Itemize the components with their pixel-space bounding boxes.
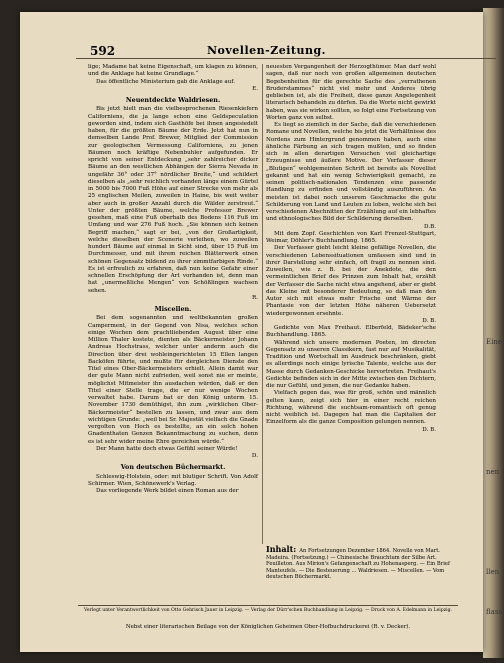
paragraph: Bei dem sogenannten und weltbekannten großen Camperment, in der Gegend von Nisa, welches schon einige Wochen dem prachtliebenden August über eine Million Thaler kostete, dienten als Bäckermeister Johann Andreas Hochstrass, welcher unter anderm auch die Direction über drei wohleingerichteten 15 Ellen langen Backöfen führte, und mußte für dergleichen Dienste den Titel eines Ober-Bäckermeisters erhielt. Allein damit war der gute Mann nicht zufrieden, weil sonst nie er meinte, möglichst Mitmeister ihn ausdachen würden, daß er den Titel einer Stelle trage, die er nur wenige Wochen verwaltet habe. Darum bat er den König unterm 15. November 1730 demüthigst, ihn zum „wirklichen Ober-Bäckermeister“ bestellen zu lassen, und zwar aus dem wichtigen Grunde: „weil bei Sr. Majestät vielfach die Gnade vergolten von Hoch es bestellte, an ein solch hohen Gnadenthaten Genzen Bekanntmachung zu suchen, denn es ist sehr wider meine Ehre gereichen würde.“ <box>88 315 258 445</box>
spine-fragment: flass <box>486 608 503 616</box>
page-number: 592 <box>90 44 116 58</box>
running-head: Novellen-Zeitung. <box>207 44 327 57</box>
imprint-line: Verlegt unter Verantwortlichkeit von Otto Gehrisch Jauer in Leipzig. — Verlag der Dürr'schen Buchhandlung in Leipzig. — Druck von A. Edelmann in Leipzig. <box>78 605 458 613</box>
author-initials: D. <box>251 453 258 459</box>
paragraph: Schleswig-Holstein, oder: mit blutiger Schrift. Von Adolf Schirmer. Wien, Schönewerk's Verlag. <box>88 473 258 487</box>
column-divider <box>262 64 263 544</box>
author-initials: R. <box>252 294 258 301</box>
contents-text: An Fortsetzungen Dezember 1864. Novelle von Mart. Madeira. (Fortsetzung.) — Chinesische Brauchtum der Silbe Art. Feuilleton. Aus Mirion's Gefangenschaft zu Hohenasperg. — Ein Brief Manteufels. — Die Besteuerung ... Waldriesen. — Miscellen. — Vom deutschen Büchermarkt. <box>266 548 450 581</box>
section-heading: Neuentdeckte Waldriesen. <box>125 96 221 104</box>
paragraph: Gedichte von Max Freihaut. Elberfeld, Bädeker'sche Buchhandlung. 1865. <box>266 325 436 339</box>
left-column <box>88 64 258 495</box>
paragraph: Vielfach gegen das, was für groß, schön und männlich gelten kann, zeigt sich hier in einer recht reichen Richtung, während die suchtsam-romantisch oft genug nicht weiblich ist. Dagegen hat man die Capitalien der Einzelform als die ganze Composition gelungen nennen. <box>266 390 436 426</box>
author-initials: E. <box>252 85 258 92</box>
section-heading: Von deutschen Büchermarkt. <box>120 463 226 472</box>
paragraph: Der Mann hatte doch etwas Gefühl seiner Würde! <box>96 445 238 452</box>
paragraph: Es liegt so ziemlich in der Sache, daß die verschiedenen Romane und Novellen, welche bis jetzt die Verhältnisse des Nordens zum Hintergrund genommen haben, auch eine ähnliche Färbung an sich tragen mußten, und so finden sich in allen derartigen Versuchen viel gleichartige Erzeugnisse und äußere Motive. Der Verfasser dieser „Blutigen“ wohlgemeinten Schrift ist bereits als Novellist gekannt und hat ein wenig Schwierigkeit gemacht, zu seinen politisch-nationalen Tendenzen eine passende Handlung zu erfinden und vollständig auszuführen. An meisten ist dabei noch unserem Geschmacke die gute Schilderung von Land und Leuten zu loben, welche sich bei verschiedenen Abschnitten der Erzählung auf ein lebhaftes und ethnologisches Bild der Schilderung derselben. <box>266 122 436 223</box>
author-initials: D. B. <box>422 317 436 324</box>
spine-fragment: llen <box>486 568 500 576</box>
section-heading: Miscellen. <box>154 305 192 313</box>
paragraph: lige; Madame hat keine Eigenschaft, um klagen zu können, und die Anklage hat keine Grundlage.“ <box>88 64 258 78</box>
contents-label: Inhalt: <box>266 544 297 554</box>
spine-fragment: nen <box>486 468 500 476</box>
paragraph: Bis jetzt hielt man die vielbesprochenen Riesenkiefern Californiens, die ja lange schon eine Geldspeculation geworden sind, indem sich Gasthöfe bei ihnen angesiedelt haben, für die größten Bäume der Erde. Jetzt hat nun in demselben Lande Prof. Brewer, Mitglied der Commission zur geologischen Vermessung Californiens, zu jenen Bäumen noch kräftige Nebenbuhler aufgefunden. Er spricht von seiner Entdeckung „sehr zahlreicher dicker Bäume an den westlichen Abhängen der Sierra Nevada in ungefähr 36° oder 37° nördlicher Breite,“ und schildert dieselben als „sehr reichlich vorhanden längs einem Gürtel in 5000 bis 7000 Fuß Höhe auf einer Strecke von mehr als 25 englischen Meilen, zuweilen in Haine, bis weit weiter aber auch in großer Anzahl durch die Wälder zerstreut.“ Unter der größten Bäume, welche Professor Brewer gesehen, maß eine Fuß oberhalb des Bodens 116 Fuß im Umfang und war 276 Fuß hoch. „Sie können sich keinen Begriff machen,“ sagt er bei, „von der Großartigkeit, welche dieselben der Scenerie verleihen, wo zuweilen hundert Bäume auf einmal in Sicht sind, über 15 Fuß im Durchmesser, und mit ihrem reichen Blätterwerk einen schönen Gegensatz bildend zu ihrer zimmtfarbigen Rinde.“ Es ist erfreulich zu erfahren, daß nun keine Gefahr einer schnellen Erschöpfung der Art vorhanden ist, denn man hat „unermeßliche Mengen“ von Schößlingen wachsen sehen. <box>88 106 258 294</box>
author-initials: D.B. <box>424 223 436 230</box>
paragraph: neuesten Vergangenheit der Herzogthümer. Man darf wohl sagen, daß nur noch von großen allgemeinen deutschen Begebenheiten für die gerechte Sache des „verrathenen Bruderstammes“ nicht viel mehr und Anderes übrig geblieben ist, als die Freiheit, diese ganze Angelegenheit literarisch behandeln zu dürfen. Da die Worte nicht gewirkt haben, was sie wirken sollten, so folgt eine Fortsetzung von Worten ganz von selbst. <box>266 64 436 121</box>
spine-fragment: Eine <box>486 338 502 346</box>
paragraph: Das öffentliche Ministerium gab die Anklage auf. <box>96 78 236 85</box>
paragraph: Das vorliegende Werk bildet einen Roman aus der <box>96 488 239 494</box>
paragraph: Mit dem Zopf. Geschichten von Karl Frenzel-Stuttgart, Weimar, Döhler's Buchhandlung. 1865. <box>266 230 436 244</box>
supplement-line: Nebst einer literarischen Beilage von der Königlichen Geheimen Ober-Hofbuchdruckerei (R. v. Decker). <box>125 624 411 630</box>
book-spine <box>483 8 504 658</box>
contents-box <box>266 546 456 581</box>
paragraph: Der Verfasser giebt leicht kleine gefällige Novellen, die verschiedenen Lebenssituationen umfassen sind und in ihrer Darstellung sehr einfach, oft fragil zu nennen sind. Zuweilen, wie z. B. bei der Anekdote, die den vermeintlichen Brief des Prinzen zum Inhalt hat, erzählt der Verfasser die Sache nicht etwa angehend, aber er giebt das Kleine mit besonderer Bedeutung, so daß man den Autor sich mit etwas mehr Frische und Wärme der Phantasie von der letzten Höhe näheren Uebersetzt wiedergewonnen ersehnte. <box>266 245 436 317</box>
right-column <box>266 64 436 434</box>
author-initials: D. B. <box>422 426 436 433</box>
paragraph: Während sich unsere modernen Poeten, im directen Gegensatz zu unseren Classikern, fast nur auf Musikalität, Tradition und Wortschall im Ausdruck beschränken, giebt es allerdings noch einige lyrische Talente, welche aus der Masse durch Gedanken-Geschicke hervortreten. Freihaut's Gedichte befinden sich in der Mitte zwischen den Dichtern, die nur Gefühl, und jenen, die nur Gedanke haben. <box>266 339 436 389</box>
